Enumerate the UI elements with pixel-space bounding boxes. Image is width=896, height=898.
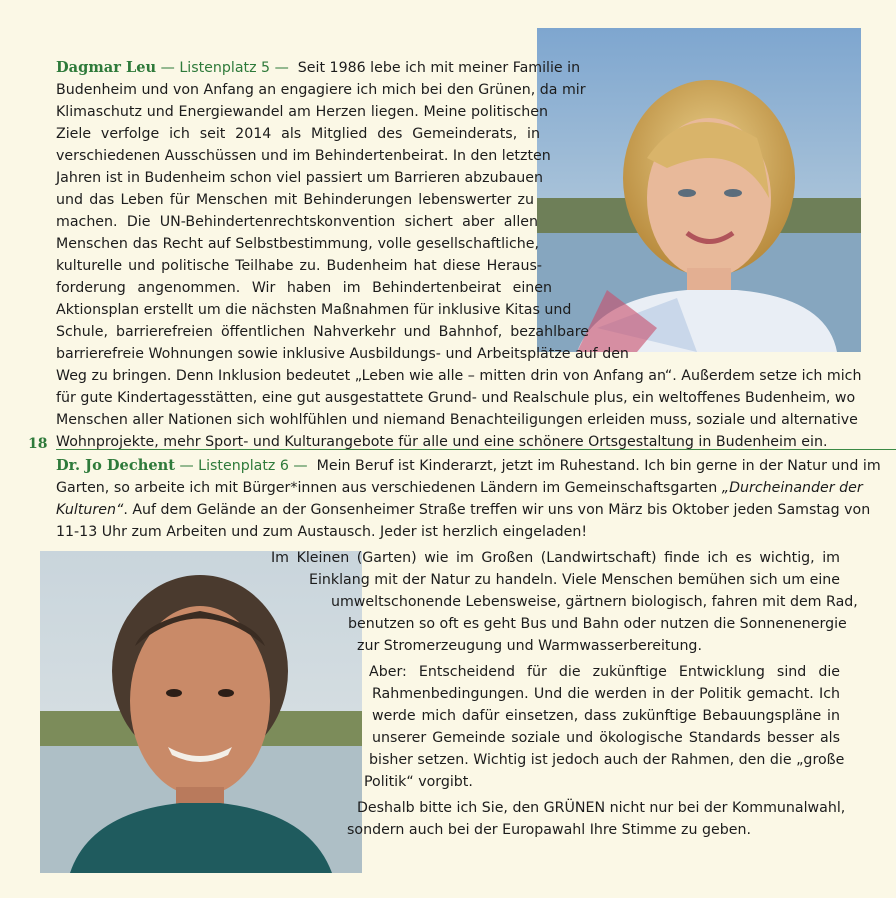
text-line: barrierefreie Wohnungen sowie inklusive Ausbildungs- und Arbeitsplätze auf den [56, 346, 629, 362]
candidate-text-dechent-p3 [0, 797, 846, 841]
section-divider [56, 449, 896, 450]
text-line: Schule, barrierefreien öffentlichen Nahverkehr und Bahnhof, bezahlbare [56, 324, 589, 340]
candidate-text-leu [56, 57, 862, 453]
text-line: für gute Kindertagesstätten, eine gut ausgestattete Grund- und Realschule plus, ein weltoffenes Budenheim, wo [56, 390, 856, 406]
candidate-text-dechent-intro [56, 455, 881, 543]
text-line: kulturelle und politische Teilhabe zu. Budenheim hat diese Heraus- [56, 258, 542, 274]
text-line: 11-13 Uhr zum Arbeiten und zum Austausch. Jeder ist herzlich eingeladen! [56, 524, 588, 540]
list-position: — Listenplatz 6 — [179, 458, 308, 474]
text-line: Deshalb bitte ich Sie, den GRÜNEN nicht nur bei der Kommunalwahl, [357, 800, 846, 816]
text-line: Aktionsplan erstellt um die nächsten Maßnahmen für inklusive Kitas und [56, 302, 572, 318]
text-line: Ziele verfolge ich seit 2014 als Mitglied des Gemeinderats, in [56, 126, 540, 142]
text-line: Dr. Jo Dechent — Listenplatz 6 — Mein Beruf ist Kinderarzt, jetzt im Ruhestand. Ich bin gerne in der Natur und im [56, 457, 881, 474]
text-line: Politik“ vorgibt. [364, 774, 473, 790]
text-line: Kulturen“. Auf dem Gelände an der Gonsenheimer Straße treffen wir uns von März bis Oktober jeden Samstag von [56, 502, 871, 518]
text-line: und das Leben für Menschen mit Behinderungen lebenswerter zu [56, 192, 534, 208]
text-line: Aber: Entscheidend für die zukünftige Entwicklung sind die [369, 664, 840, 680]
text-line: Einklang mit der Natur zu handeln. Viele Menschen bemühen sich um eine [309, 572, 840, 588]
candidate-name: Dr. Jo Dechent [56, 457, 175, 474]
text-line: werde mich dafür einsetzen, dass zukünftige Bebauungspläne in [372, 708, 840, 724]
text-line: Dagmar Leu — Listenplatz 5 — Seit 1986 lebe ich mit meiner Familie in [56, 59, 581, 76]
list-position: — Listenplatz 5 — [160, 60, 289, 76]
text-line: Menschen das Recht auf Selbstbestimmung, volle gesellschaftliche, [56, 236, 539, 252]
text-line: Wohnprojekte, mehr Sport- und Kulturangebote für alle und eine schönere Ortsgestaltung in Budenheim ein. [56, 434, 828, 450]
text-line: Garten, so arbeite ich mit Bürger*innen aus verschiedenen Ländern im Gemeinschaftsgarten „Durcheinander der [56, 480, 863, 496]
text-line: forderung angenommen. Wir haben im Behindertenbeirat einen [56, 280, 552, 296]
garden-name: „Durcheinander der [721, 480, 863, 496]
text-line: Jahren ist in Budenheim schon viel passiert um Barrieren abzubauen [56, 170, 543, 186]
text-line: Weg zu bringen. Denn Inklusion bedeutet „Leben wie alle – mitten drin von Anfang an“. Außerdem setze ich mich [56, 368, 862, 384]
page-number: 18 [28, 436, 48, 452]
text-line: Im Kleinen (Garten) wie im Großen (Landwirtschaft) finde ich es wichtig, im [271, 550, 840, 566]
text-line: sondern auch bei der Europawahl Ihre Stimme zu geben. [347, 822, 751, 838]
text-line: Menschen aller Nationen sich wohlfühlen und niemand Benachteiligungen erleiden muss, soziale und alternative [56, 412, 858, 428]
text-line: Klimaschutz und Energiewandel am Herzen liegen. Meine politischen [56, 104, 548, 120]
text-line: umweltschonende Lebensweise, gärtnern biologisch, fahren mit dem Rad, [331, 594, 858, 610]
text-line: Rahmenbedingungen. Und die werden in der Politik gemacht. Ich [372, 686, 840, 702]
candidate-text-dechent-p2 [0, 661, 845, 793]
text-line: Budenheim und von Anfang an engagiere ich mich bei den Grünen, da mir [56, 82, 586, 98]
text-line: zur Stromerzeugung und Warmwasserbereitung. [357, 638, 702, 654]
text-line: bisher setzen. Wichtig ist jedoch auch der Rahmen, den die „große [369, 752, 845, 768]
text-line: benutzen so oft es geht Bus und Bahn oder nutzen die Sonnenenergie [348, 616, 847, 632]
text-line: verschiedenen Ausschüssen und im Behindertenbeirat. In den letzten [56, 148, 551, 164]
text-line: machen. Die UN-Behindertenrechtskonvention sichert aber allen [56, 214, 538, 230]
text-line: unserer Gemeinde soziale und ökologische Standards besser als [372, 730, 840, 746]
candidate-name: Dagmar Leu [56, 59, 157, 76]
candidate-text-dechent-p1 [0, 547, 858, 657]
